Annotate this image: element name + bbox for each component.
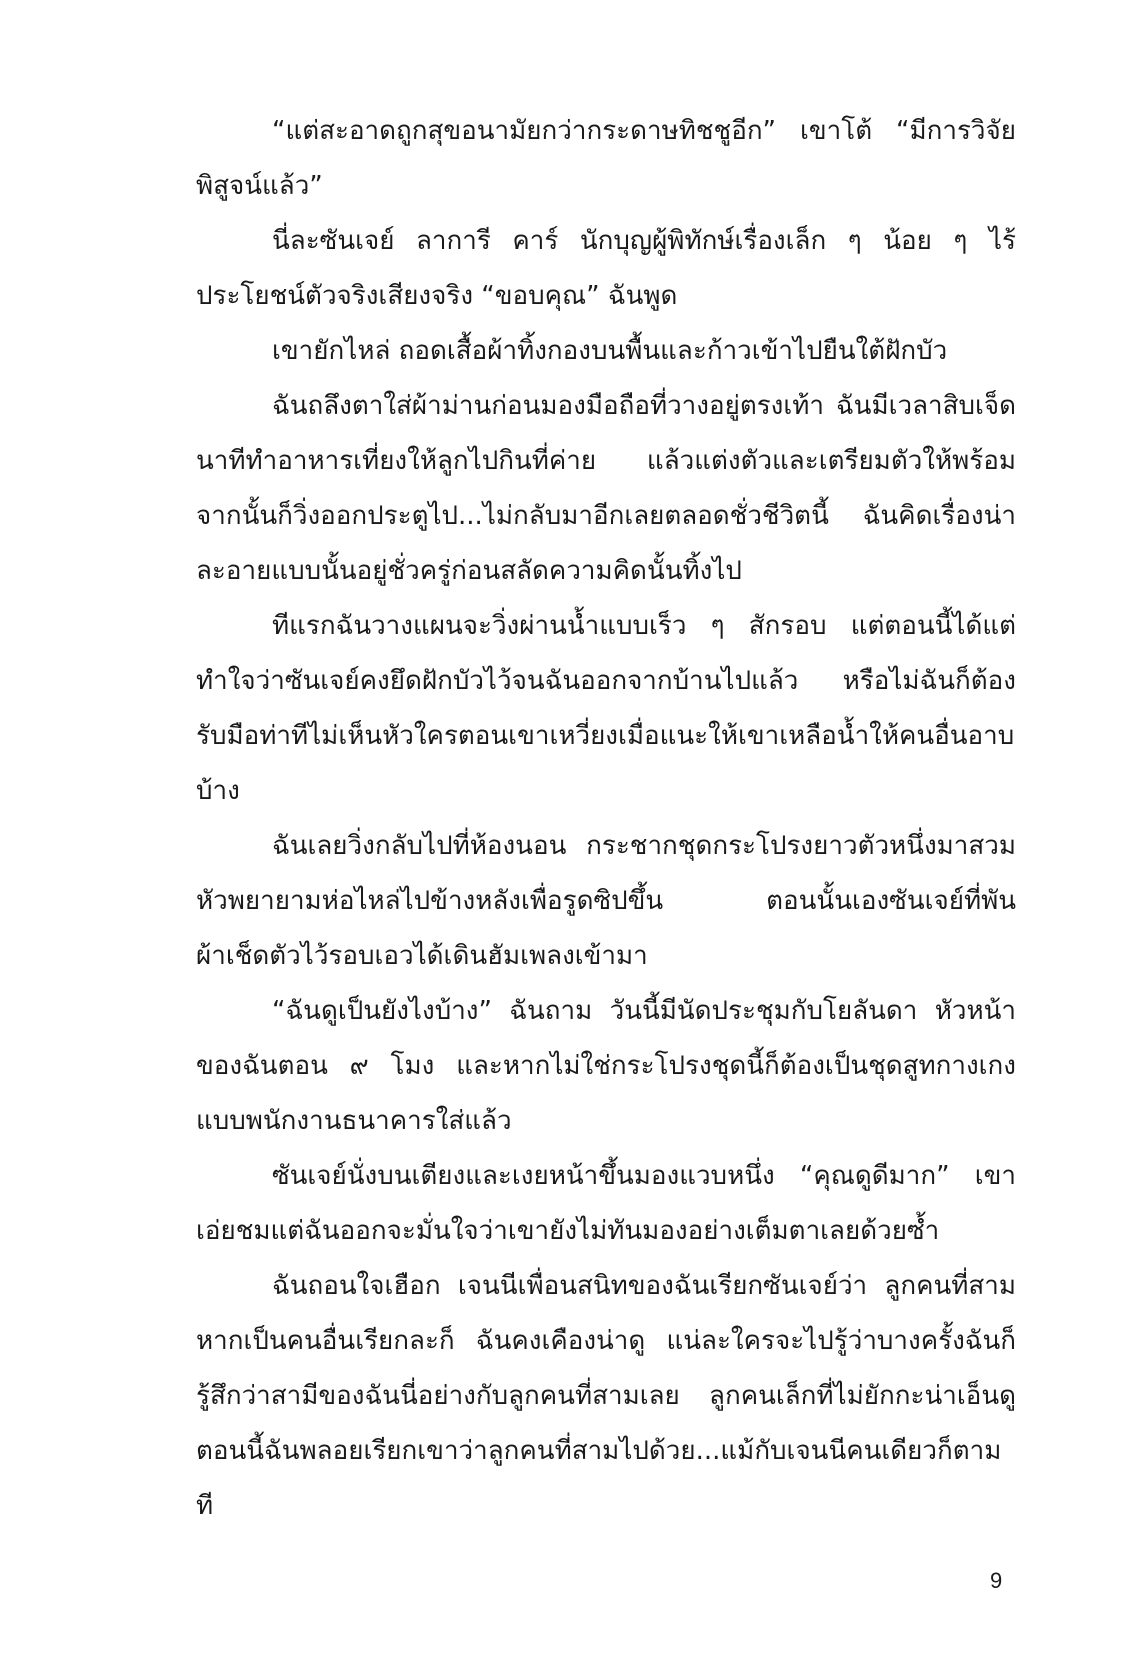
paragraph-5: ทีแรกฉันวางแผนจะวิ่งผ่านน้ำแบบเร็ว ๆ สักรอบ แต่ตอนนี้ได้แต่ทำใจว่าซันเจย์คงยึดฝักบัวไว้จนฉันออกจากบ้านไปแล้ว หรือไม่ฉันก็ต้องรับมือท่าทีไม่เห็นหัวใครตอนเขาเหวี่ยงเมื่อแนะให้เขาเหลือน้ำให้คนอื่นอาบบ้าง: [196, 611, 1016, 806]
paragraph-1: “แต่สะอาดถูกสุขอนามัยกว่ากระดาษทิชชูอีก” เขาโต้ “มีการวิจัยพิสูจน์แล้ว”: [196, 116, 1016, 201]
paragraph-9: ฉันถอนใจเฮือก เจนนีเพื่อนสนิทของฉันเรียกซันเจย์ว่า ลูกคนที่สาม หากเป็นคนอื่นเรียกละก็ ฉันคงเคืองน่าดู แน่ละใครจะไปรู้ว่าบางครั้งฉันก็รู้สึกว่าสามีของฉันนี่อย่างกับลูกคนที่สามเลย ลูกคนเล็กที่ไม่ยักกะน่าเอ็นดู ตอนนี้ฉันพลอยเรียกเขาว่าลูกคนที่สามไปด้วย...แม้กับเจนนีคนเดียวก็ตามที: [196, 1271, 1016, 1521]
paragraph-6: ฉันเลยวิ่งกลับไปที่ห้องนอน กระชากชุดกระโปรงยาวตัวหนึ่งมาสวมหัวพยายามห่อไหล่ไปข้างหลังเพื่อรูดซิปขึ้น ตอนนั้นเองซันเจย์ที่พันผ้าเช็ดตัวไว้รอบเอวได้เดินฮัมเพลงเข้ามา: [196, 831, 1016, 971]
paragraph-7: “ฉันดูเป็นยังไงบ้าง” ฉันถาม วันนี้มีนัดประชุมกับโยลันดา หัวหน้าของฉันตอน ๙ โมง และหากไม่ใช่กระโปรงชุดนี้ก็ต้องเป็นชุดสูทกางเกงแบบพนักงานธนาคารใส่แล้ว: [196, 996, 1016, 1136]
paragraph-4: ฉันถลึงตาใส่ผ้าม่านก่อนมองมือถือที่วางอยู่ตรงเท้า ฉันมีเวลาสิบเจ็ดนาทีทำอาหารเที่ยงให้ลูกไปกินที่ค่าย แล้วแต่งตัวและเตรียมตัวให้พร้อม จากนั้นก็วิ่งออกประตูไป...ไม่กลับมาอีกเลยตลอดชั่วชีวิตนี้ ฉันคิดเรื่องน่าละอายแบบนั้นอยู่ชั่วครู่ก่อนสลัดความคิดนั้นทิ้งไป: [196, 391, 1016, 586]
page-number: 9: [990, 1568, 1003, 1593]
paragraph-8: ซันเจย์นั่งบนเตียงและเงยหน้าขึ้นมองแวบหนึ่ง “คุณดูดีมาก” เขาเอ่ยชมแต่ฉันออกจะมั่นใจว่าเขายังไม่ทันมองอย่างเต็มตาเลยด้วยซ้ำ: [196, 1161, 1016, 1246]
paragraph-3: เขายักไหล่ ถอดเสื้อผ้าทิ้งกองบนพื้นและก้าวเข้าไปยืนใต้ฝักบัว: [272, 336, 948, 366]
paragraph-2: นี่ละซันเจย์ ลาการี คาร์ นักบุญผู้พิทักษ์เรื่องเล็ก ๆ น้อย ๆ ไร้ประโยชน์ตัวจริงเสียงจริง “ขอบคุณ” ฉันพูด: [196, 226, 1016, 311]
body-text: [196, 104, 1016, 1534]
